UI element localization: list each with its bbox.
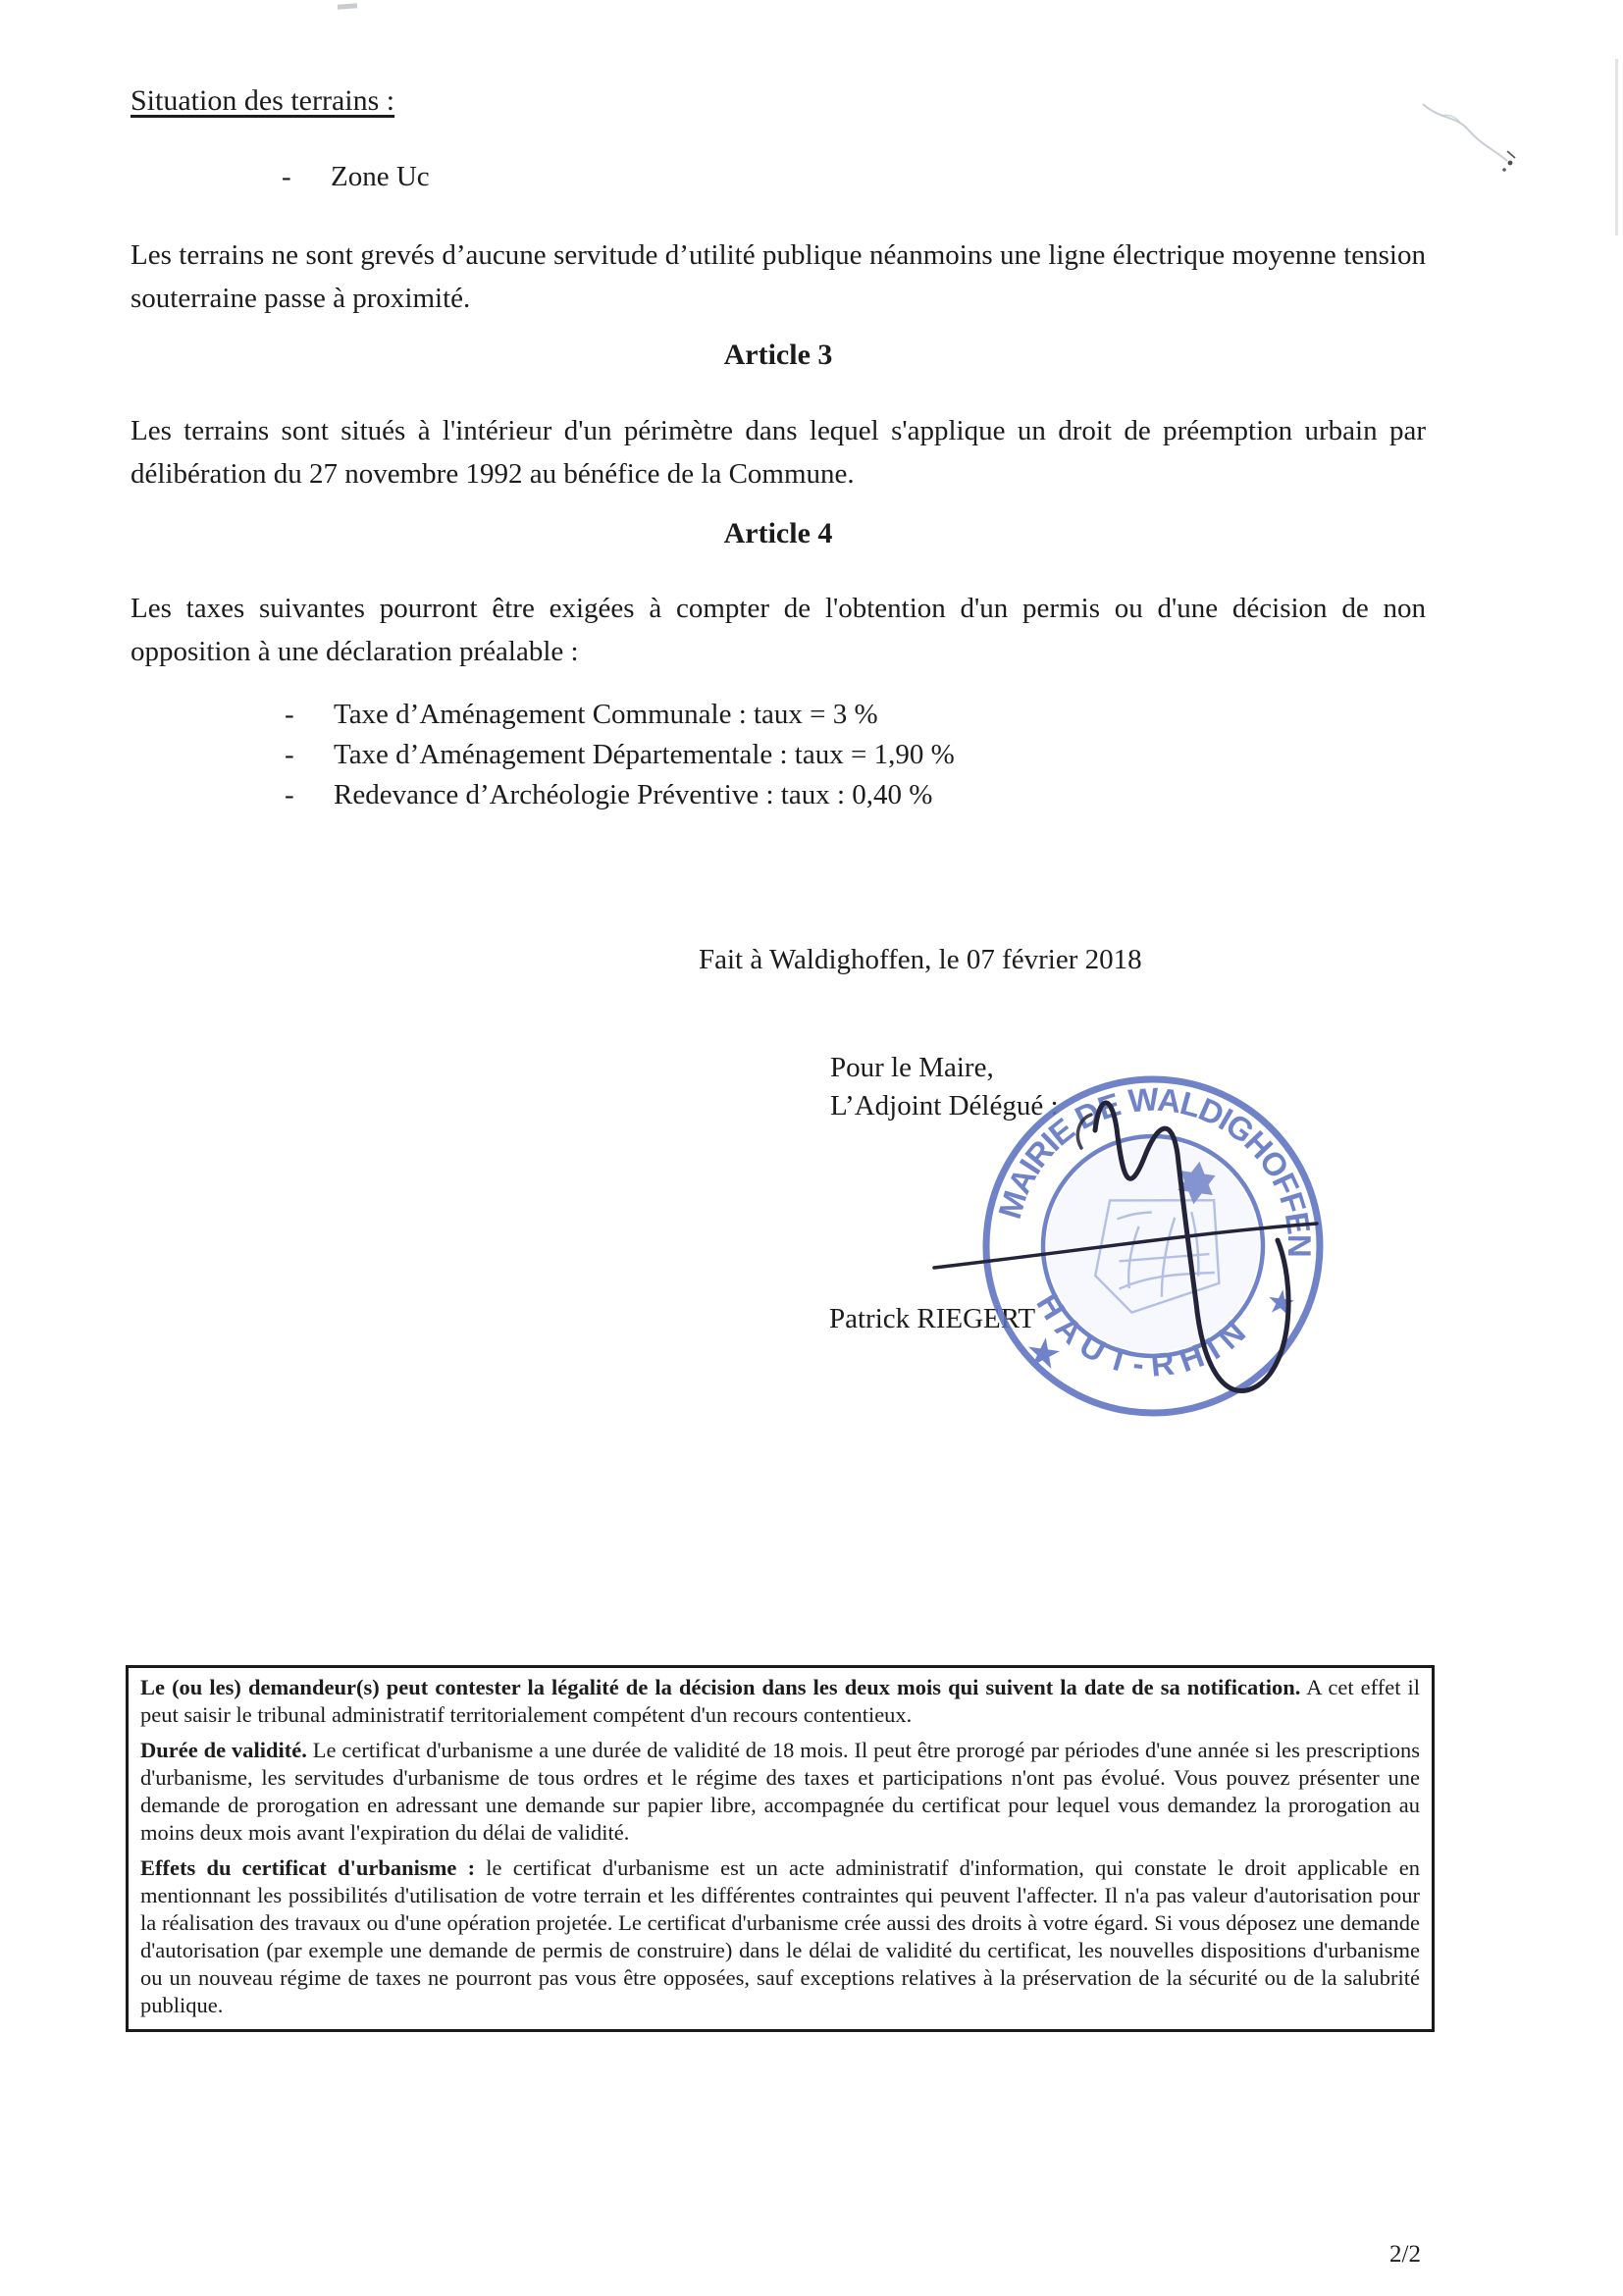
stamp-star-icon: ★	[1021, 1330, 1066, 1380]
legal-paragraph-effects	[140, 1854, 1420, 2019]
tax-list-item	[285, 695, 955, 735]
article3-paragraph: Les terrains sont situés à l'intérieur d'un périmètre dans lequel s'applique un droit de préemption urbain par délibération du 27 novembre 1992 au bénéfice de la Commune.	[131, 415, 1426, 490]
tax-list-item	[285, 775, 955, 815]
legal-effects-rest: le certificat d'urbanisme est un acte administratif d'information, qui constate le droit applicable en mentionnant les possibilités d'utilisation de votre terrain et les différentes contraintes qui peuvent l'affecter. Il n'a pas valeur d'autorisation pour la réalisation des travaux ou d'une opération projetée. Le certificat d'urbanisme crée aussi des droits à votre égard. Si vous déposez une demande d'autorisation (par exemple une demande de permis de construire) dans le délai de validité du certificat, les nouvelles dispositions d'urbanisme ou un nouveau régime de taxes ne pourront pas vous être opposées, sauf exceptions relatives à la préservation de la sécurité ou de la salubrité publique.	[140, 1855, 1420, 2017]
zone-dash: -	[282, 161, 291, 192]
scan-artifact-squiggle	[1413, 90, 1541, 183]
legal-paragraph-validity	[140, 1737, 1420, 1847]
handwritten-signature	[913, 1060, 1344, 1452]
tax-dash: -	[285, 699, 294, 730]
tax-list	[285, 695, 955, 815]
tax-label: Taxe d’Aménagement Départementale : taux = 1,90 %	[334, 739, 955, 770]
legal-validity-rest: Le certificat d'urbanisme a une durée de validité de 18 mois. Il peut être prorogé par périodes d'une année si les prescriptions d'urbanisme, les servitudes d'urbanisme de tous ordres et le régime des taxes et participations n'ont pas évolué. Vous pouvez présenter une demande de prorogation en adressant une demande sur papier libre, accompagnée du certificat pour lequel vous demandez la prorogation au moins deux mois avant l'expiration du délai de validité.	[140, 1738, 1420, 1845]
stamp-top-text: MAIRIE DE WALDIGHOFFEN	[990, 1080, 1319, 1259]
tax-label: Taxe d’Aménagement Communale : taux = 3 %	[334, 699, 878, 730]
tax-dash: -	[285, 779, 294, 810]
place-date-line: Fait à Waldighoffen, le 07 février 2018	[699, 944, 1142, 975]
zone-item	[282, 157, 430, 197]
tax-label: Redevance d’Archéologie Préventive : taux : 0,40 %	[334, 779, 933, 810]
legal-notice-box	[126, 1665, 1435, 2032]
signatory-name: Patrick RIEGERT	[829, 1303, 1036, 1334]
stamp-bottom-text: HAUT-RHIN	[1029, 1286, 1256, 1383]
scan-artifact-right-edge	[1615, 59, 1618, 235]
article4-heading: Article 4	[723, 517, 833, 549]
tax-list-item	[285, 735, 955, 775]
legal-contest-rest: A cet effet il peut saisir le tribunal administratif territorialement compétent d'un recours contentieux.	[140, 1675, 1421, 1727]
tax-dash: -	[285, 739, 294, 770]
zone-label: Zone Uc	[331, 161, 430, 192]
delegate-line: L’Adjoint Délégué :	[830, 1090, 1059, 1122]
scan-artifact-top-dash	[338, 3, 357, 9]
legal-validity-bold: Durée de validité.	[140, 1738, 307, 1762]
situation-heading: Situation des terrains :	[131, 84, 395, 117]
servitude-paragraph: Les terrains ne sont grevés d’aucune servitude d’utilité publique néanmoins une ligne électrique moyenne tension souterraine passe à proximité.	[131, 239, 1426, 314]
for-mayor-line: Pour le Maire,	[830, 1052, 994, 1083]
page-number: 2/2	[1389, 2241, 1421, 2268]
legal-contest-bold: Le (ou les) demandeur(s) peut contester la légalité de la décision dans les deux mois qui suivent la date de sa notification.	[140, 1675, 1301, 1699]
legal-paragraph-contest	[140, 1674, 1420, 1729]
article4-paragraph: Les taxes suivantes pourront être exigées à compter de l'obtention d'un permis ou d'une décision de non opposition à une déclaration préalable :	[131, 593, 1426, 667]
legal-effects-bold: Effets du certificat d'urbanisme :	[140, 1855, 476, 1880]
article3-heading: Article 3	[723, 339, 833, 371]
stamp-star-icon: ★	[1263, 1282, 1299, 1324]
